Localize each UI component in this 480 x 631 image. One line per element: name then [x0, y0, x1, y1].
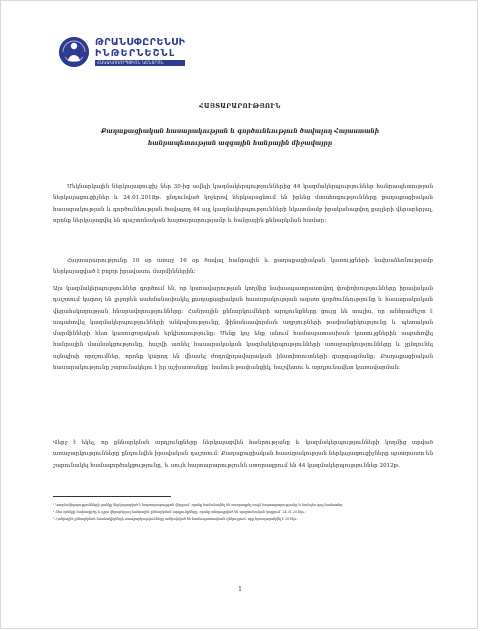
body-paragraph-4: Վերջ է եկել, որ քննարկման արդյունքները ներկայացվեն հանրությանը և կազմակերպությունների կողմից տրված առաջարկությունները ընդունվեն իրավական դաշտում: Քաղաքացիական հասարակության ներկայացուցիչները պատրաստ են շարունակել համագործակցությունը, և սույն հայտարարությունն ստորագրում են 44 կազմակերպություններ 2012թ.	[53, 440, 433, 469]
body-paragraph-3: Այս կազմակերպություններ գործում են, որ կառավարության կողմից նախապատրաստվող փոփոխությունները իրավական դաշտում կարող են լրջորեն սահմանափակել քաղաքացիական հասարակության ազատ գործունեությունը և հասարակական վերահսկողության հնարավորությունները: Հանրային քննարկումների արդյունքները ցույց են տալիս, որ անհրաժեշտ է ապահովել կազմակերպությունների անկախությունը, ֆինանսավորման աղբյուրների թափանցիկությունը և պետական մարմինների հետ կառուցողական երկխոսությունը: Մենք կոչ ենք անում համապատասխան կառույցներին ապահովել հանրային մասնակցությունը, հաշվի առնել հասարակական կազմակերպությունների առաջարկությունները և չընդունել այնպիսի որոշումներ, որոնք կարող են վնասել ժողովրդավարական ինստիտուտների զարգացմանը: Քաղաքացիական հասարակությունը շարունակելու է իր աշխատանքը՝ հանուն թափանցիկ, հաշվետու և արդյունավետ կառավարման:	[53, 286, 433, 372]
footnote-1: ¹ Կազմակերպությունների ցանկը ներկայացված է հայտարարության վերջում, որոնք համաձայնել են ստորագրել սույն հայտարարությունը և հանդես գալ համատեղ:	[53, 503, 344, 507]
page-number: 1	[238, 586, 242, 593]
logo-text	[95, 38, 185, 66]
globe-person-icon	[59, 37, 89, 67]
body-paragraph-1: Մեկնարկային ներկայացուցիչ ներ 30-ից ավելի կազմակերպություններից 44 կազմակերպություններ հանրապետության ներկայացուցիչներ և 24.01.2018թ. ընդունված կոչերով ներկայացնում են իրենց մտահոգությունները քաղաքացիական հասարակության և գործունեության ծավալող 44 այլ կազմակերպությունների նկատմամբ իրականացվող քայլերի վերաբերյալ, որոնք ներկայացվել են պաշտոնական հայտարարությամբ և հանրային քննարկման համար:	[53, 184, 433, 224]
document-title-line-1: Քաղաքացիական հասարակության և գործունեություն ծավալող Հայաստանի	[100, 128, 380, 135]
body-paragraph-2: Հայտարարությունը 10 օր առաջ 16 օր ծավալ հանրային և քաղաքացիական կառույցների նախաձեռնությամբ ներկայացված է բոլոր իրավասու մարմիններին:	[53, 258, 433, 276]
document-title-line-2: հանրապետության ազգային հանրային միջավայրը	[147, 140, 333, 147]
logo-line-1: ԹՐԱՆՍՓԸՐԵՆՍԻ	[95, 37, 186, 48]
footnotes	[53, 502, 433, 564]
logo-tagline: ՀԱԿԱԿՈՌՈՒՊՑԻՈՆ ԿԵՆՏՐՈՆ	[95, 60, 185, 66]
footnote-divider	[53, 496, 171, 497]
footnote-2: ² Տես օրենքի նախագիծը և դրա վերաբերյալ հանրային քննարկման արդյունքները, որոնք տեղադրված են պաշտոնական կայքում՝ 24.01.2018թ.:	[53, 510, 307, 515]
document-label: ՀԱՅՏԱՐԱՐՈՒԹՅՈՒՆ	[199, 103, 281, 110]
logo-line-2: ԻՆԹԵՐՆԵՇՆԼ	[95, 47, 176, 59]
footnote-3: ³ Հանրային քննարկման մասնակիցների առաջարկությունները ամփոփված են համապատասխան զեկույցում, որը հրապարակվել է 2018թ.:	[53, 517, 299, 522]
organization-logo	[59, 37, 185, 67]
